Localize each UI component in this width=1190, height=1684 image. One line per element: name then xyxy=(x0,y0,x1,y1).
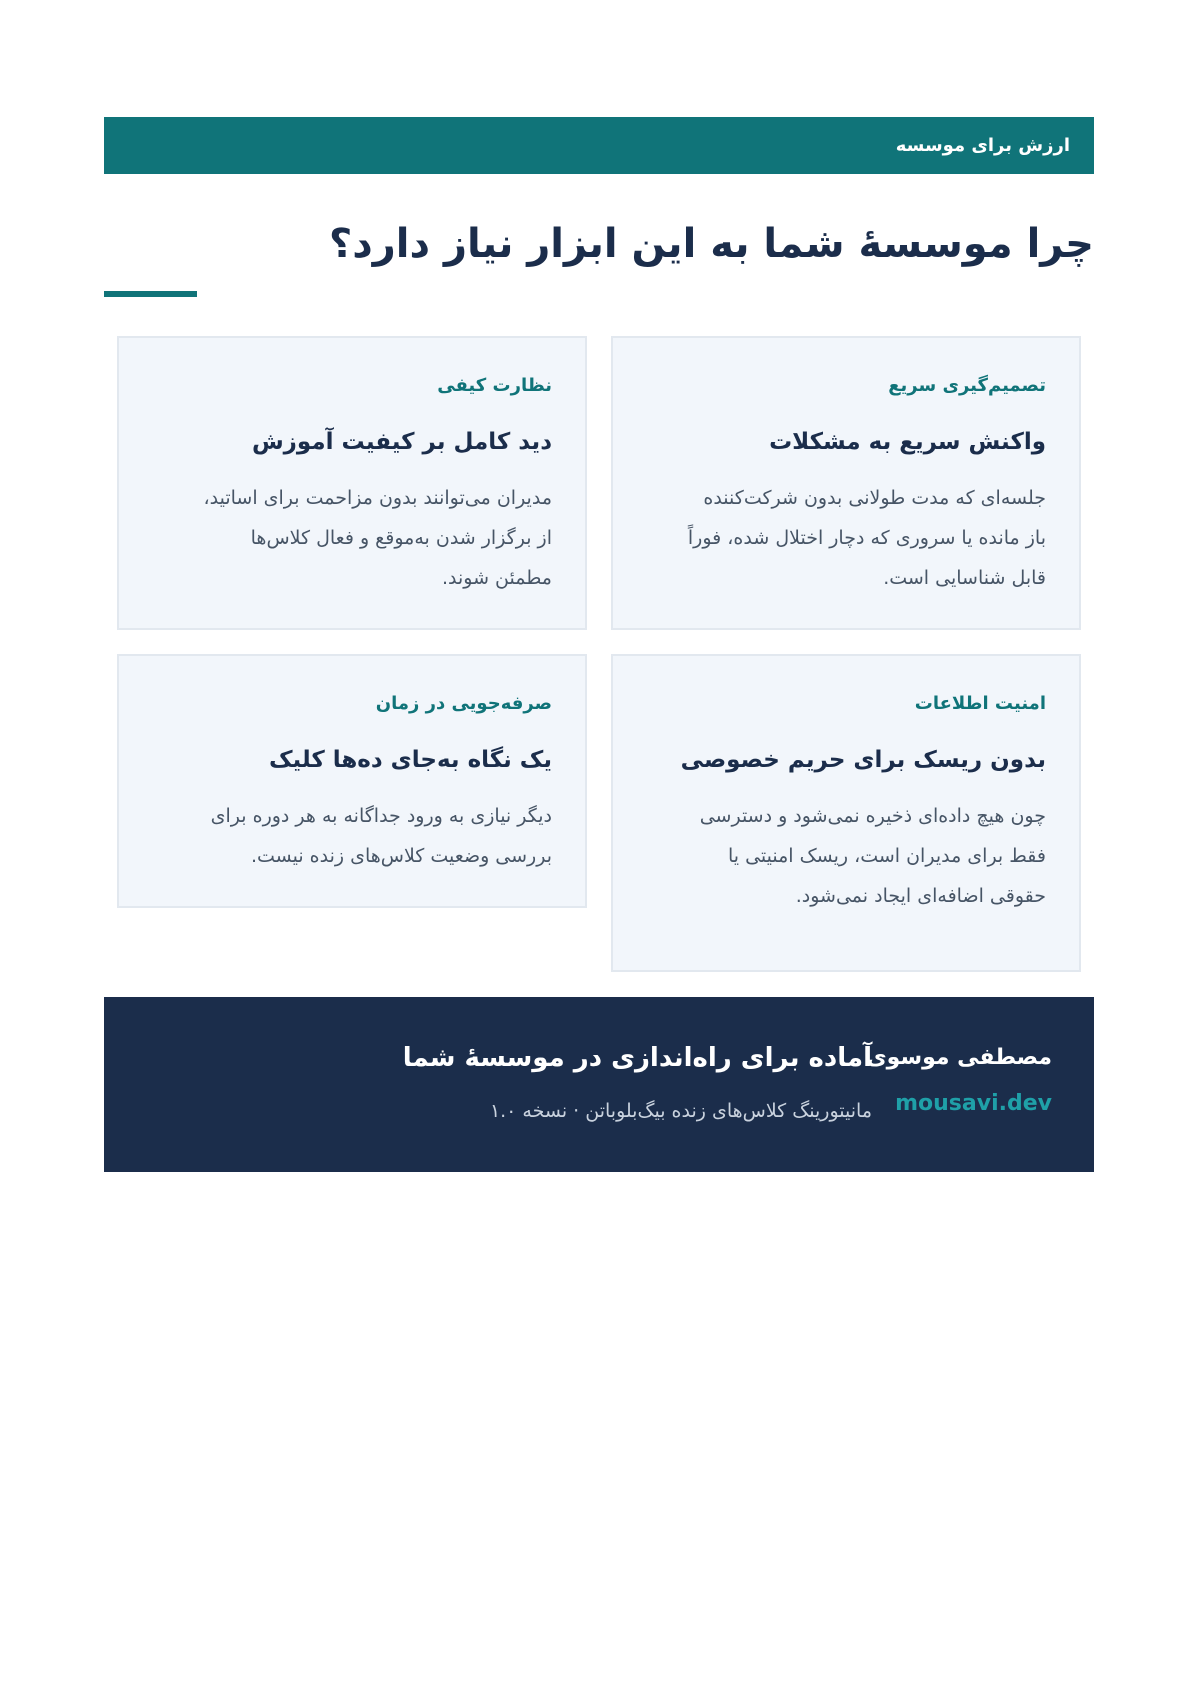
title-underline xyxy=(104,291,197,297)
feature-card-quality-oversight xyxy=(117,336,587,630)
card-body-line: قابل شناسایی است. xyxy=(883,567,1046,589)
footer-banner xyxy=(104,997,1094,1172)
card-body-line: از برگزار شدن به‌موقع و فعال کلاس‌ها xyxy=(250,527,552,549)
card-body-line: بررسی وضعیت کلاس‌های زنده نیست. xyxy=(250,845,552,867)
page-title: چرا موسسهٔ شما به این ابزار نیاز دارد؟ xyxy=(329,221,1094,267)
card-tag: نظارت کیفی xyxy=(437,375,552,396)
card-body-line: مدیران می‌توانند بدون مزاحمت برای اساتید، xyxy=(203,487,552,509)
card-body xyxy=(646,796,1046,916)
card-body-line: حقوقی اضافه‌ای ایجاد نمی‌شود. xyxy=(795,885,1046,907)
page xyxy=(104,117,1094,1122)
card-tag: امنیت اطلاعات xyxy=(914,693,1046,714)
card-body-line: باز مانده یا سروری که دچار اختلال شده، فوراً xyxy=(687,527,1046,549)
card-body xyxy=(646,478,1046,598)
card-title: یک نگاه به‌جای ده‌ها کلیک xyxy=(269,747,552,773)
footer-heading: آماده برای راه‌اندازی در موسسهٔ شما xyxy=(402,1043,872,1073)
section-bar xyxy=(104,117,1094,174)
footer-site-link[interactable]: mousavi.dev xyxy=(895,1091,1052,1116)
section-label: ارزش برای موسسه xyxy=(895,135,1070,156)
card-body xyxy=(152,796,552,876)
card-body-line: چون هیچ داده‌ای ذخیره نمی‌شود و دسترسی xyxy=(699,805,1046,827)
feature-card-fast-decision xyxy=(611,336,1081,630)
card-title: دید کامل بر کیفیت آموزش xyxy=(251,429,552,455)
card-tag: صرفه‌جویی در زمان xyxy=(375,693,552,714)
footer-subtitle: مانیتورینگ کلاس‌های زنده بیگ‌بلوباتن · نسخه ۱.۰ xyxy=(489,1100,872,1122)
footer-author: مصطفی موسوی xyxy=(866,1045,1052,1070)
card-title: واکنش سریع به مشکلات xyxy=(769,429,1046,455)
card-body-line: جلسه‌ای که مدت طولانی بدون شرکت‌کننده xyxy=(703,487,1046,509)
feature-card-data-security xyxy=(611,654,1081,972)
card-title: بدون ریسک برای حریم خصوصی xyxy=(680,747,1046,773)
card-body-line: مطمئن شوند. xyxy=(441,567,552,589)
card-tag: تصمیم‌گیری سریع xyxy=(888,375,1046,396)
card-body xyxy=(152,478,552,598)
card-body-line: دیگر نیازی به ورود جداگانه به هر دوره برای xyxy=(210,805,552,827)
card-body-line: فقط برای مدیران است، ریسک امنیتی یا xyxy=(727,845,1046,867)
feature-card-time-saving xyxy=(117,654,587,908)
